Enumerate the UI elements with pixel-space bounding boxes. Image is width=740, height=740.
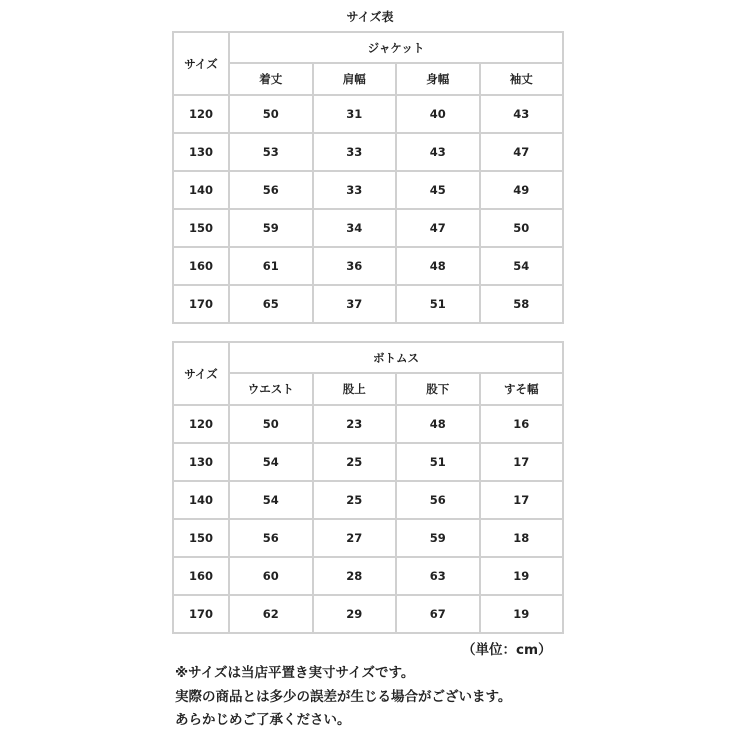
size-cell: 170: [173, 595, 229, 633]
value-cell: 59: [396, 519, 480, 557]
value-cell: 27: [313, 519, 397, 557]
value-cell: 53: [229, 133, 313, 171]
size-cell: 130: [173, 133, 229, 171]
value-cell: 54: [229, 481, 313, 519]
size-cell: 140: [173, 171, 229, 209]
value-cell: 17: [480, 481, 564, 519]
value-cell: 19: [480, 557, 564, 595]
value-cell: 58: [480, 285, 564, 323]
value-cell: 59: [229, 209, 313, 247]
value-cell: 48: [396, 405, 480, 443]
unit-label: （単位：cm）: [462, 642, 552, 658]
value-cell: 45: [396, 171, 480, 209]
table-row: [173, 247, 563, 285]
value-cell: 51: [396, 443, 480, 481]
size-cell: 150: [173, 519, 229, 557]
notes: [175, 662, 511, 733]
value-cell: 56: [229, 519, 313, 557]
size-cell: 130: [173, 443, 229, 481]
value-cell: 16: [480, 405, 564, 443]
value-cell: 60: [229, 557, 313, 595]
value-cell: 33: [313, 171, 397, 209]
value-cell: 56: [396, 481, 480, 519]
table-row: [173, 285, 563, 323]
value-cell: 63: [396, 557, 480, 595]
value-cell: 47: [396, 209, 480, 247]
table-row: [173, 133, 563, 171]
column-header: 袖丈: [480, 63, 564, 95]
value-cell: 43: [480, 95, 564, 133]
bottoms-size-table: [172, 341, 564, 634]
size-cell: 120: [173, 95, 229, 133]
note-line: あらかじめご了承ください。: [175, 712, 351, 728]
table-row: [173, 595, 563, 633]
value-cell: 25: [313, 443, 397, 481]
column-header: 股上: [313, 373, 397, 405]
value-cell: 34: [313, 209, 397, 247]
column-header: 身幅: [396, 63, 480, 95]
table-row: [173, 405, 563, 443]
value-cell: 50: [229, 95, 313, 133]
size-cell: 150: [173, 209, 229, 247]
page-title: サイズ表: [346, 10, 394, 24]
size-cell: 160: [173, 557, 229, 595]
column-header: すそ幅: [480, 373, 564, 405]
value-cell: 62: [229, 595, 313, 633]
table-row: [173, 95, 563, 133]
column-header: ウエスト: [229, 373, 313, 405]
value-cell: 31: [313, 95, 397, 133]
value-cell: 40: [396, 95, 480, 133]
value-cell: 67: [396, 595, 480, 633]
table-row: [173, 443, 563, 481]
value-cell: 50: [480, 209, 564, 247]
value-cell: 61: [229, 247, 313, 285]
size-cell: 140: [173, 481, 229, 519]
jacket-size-table: [172, 31, 564, 324]
value-cell: 54: [229, 443, 313, 481]
value-cell: 65: [229, 285, 313, 323]
column-header: 肩幅: [313, 63, 397, 95]
value-cell: 43: [396, 133, 480, 171]
value-cell: 48: [396, 247, 480, 285]
size-header: サイズ: [173, 342, 229, 405]
value-cell: 50: [229, 405, 313, 443]
value-cell: 36: [313, 247, 397, 285]
value-cell: 23: [313, 405, 397, 443]
value-cell: 56: [229, 171, 313, 209]
note-line: ※サイズは当店平置き実寸サイズです。: [175, 665, 415, 681]
value-cell: 33: [313, 133, 397, 171]
value-cell: 29: [313, 595, 397, 633]
value-cell: 17: [480, 443, 564, 481]
note-line: 実際の商品とは多少の誤差が生じる場合がございます。: [175, 688, 512, 705]
value-cell: 51: [396, 285, 480, 323]
value-cell: 18: [480, 519, 564, 557]
size-header: サイズ: [173, 32, 229, 95]
table-row: [173, 519, 563, 557]
table-row: [173, 209, 563, 247]
table-row: [173, 481, 563, 519]
value-cell: 47: [480, 133, 564, 171]
size-cell: 170: [173, 285, 229, 323]
group-header-bottoms: ボトムス: [229, 342, 563, 373]
value-cell: 54: [480, 247, 564, 285]
column-header: 股下: [396, 373, 480, 405]
column-header: 着丈: [229, 63, 313, 95]
value-cell: 37: [313, 285, 397, 323]
size-cell: 160: [173, 247, 229, 285]
value-cell: 19: [480, 595, 564, 633]
value-cell: 25: [313, 481, 397, 519]
table-row: [173, 557, 563, 595]
value-cell: 28: [313, 557, 397, 595]
value-cell: 49: [480, 171, 564, 209]
table-row: [173, 171, 563, 209]
group-header-jacket: ジャケット: [229, 32, 563, 63]
size-cell: 120: [173, 405, 229, 443]
